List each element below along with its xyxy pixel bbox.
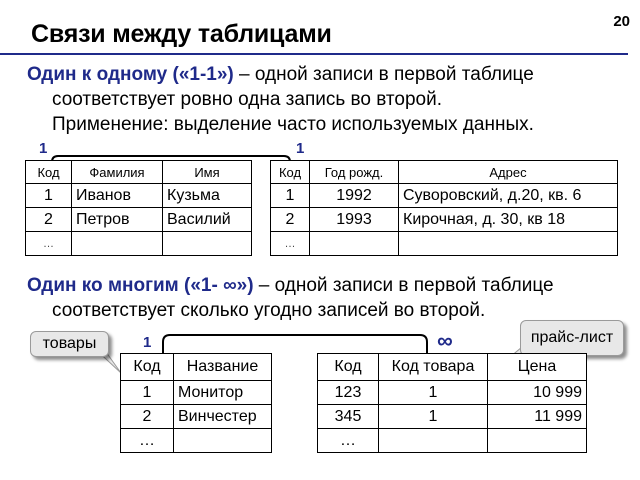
table-header: Адрес (399, 161, 618, 184)
table-row (121, 381, 272, 405)
table-cell: … (318, 429, 379, 453)
table-row (121, 405, 272, 429)
table-cell: 1 (379, 405, 488, 429)
one-to-many-text-1: – одной записи в первой таблице (253, 275, 554, 296)
one-to-many-text-2: соответствует сколько угодно записей во второй. (52, 300, 486, 321)
products-table (120, 353, 272, 453)
table-cell: Иванов (72, 184, 163, 208)
table-cell: … (26, 232, 72, 256)
table-cell (174, 429, 272, 453)
table-cell: 2 (26, 208, 72, 232)
table-cell: 1 (26, 184, 72, 208)
price-list-table (317, 353, 587, 453)
table-cell (379, 429, 488, 453)
one-to-one-term: Один к одному («1-1») (27, 64, 234, 85)
table-header: Код (121, 354, 174, 381)
table-cell: 1992 (310, 184, 399, 208)
table-cell: Винчестер (174, 405, 272, 429)
table-cell: 1 (121, 381, 174, 405)
table-cell: 345 (318, 405, 379, 429)
one-to-many-term: Один ко многим («1- ∞») (27, 275, 254, 296)
table-cell: Кирочная, д. 30, кв 18 (399, 208, 618, 232)
table-cell: Кузьма (163, 184, 252, 208)
table-header: Имя (163, 161, 252, 184)
table-row (318, 429, 587, 453)
table-cell: Петров (72, 208, 163, 232)
table-cell (488, 429, 587, 453)
one-to-one-text-1: – одной записи в первой таблице (233, 64, 534, 85)
table-cell: 10 999 (488, 381, 587, 405)
table-cell: Суворовский, д.20, кв. 6 (399, 184, 618, 208)
infinity-mark: ∞ (437, 328, 453, 353)
table-cell: 123 (318, 381, 379, 405)
price-list-callout: прайс-лист (520, 320, 624, 356)
one-to-one-text-2: соответствует ровно одна запись во второй. (52, 89, 443, 110)
table-cell: … (121, 429, 174, 453)
one-to-one-right-mark: 1 (296, 140, 305, 157)
table-cell: 1 (271, 184, 310, 208)
one-to-many-left-mark: 1 (143, 334, 152, 351)
table-row (121, 429, 272, 453)
products-callout: товары (30, 331, 109, 357)
table-header: Код (26, 161, 72, 184)
table-header: Фамилия (72, 161, 163, 184)
table-cell: 2 (121, 405, 174, 429)
table-cell: Василий (163, 208, 252, 232)
page-number: 20 (613, 13, 630, 30)
table-header: Название (174, 354, 272, 381)
table-cell: Монитор (174, 381, 272, 405)
table-row (318, 381, 587, 405)
one-to-one-left-mark: 1 (39, 140, 48, 157)
table-header: Год рожд. (310, 161, 399, 184)
one-to-one-text-3: Применение: выделение часто используемых данных. (52, 114, 534, 135)
table-cell: 11 999 (488, 405, 587, 429)
table-row (318, 405, 587, 429)
table-header: Код (271, 161, 310, 184)
table-header: Код (318, 354, 379, 381)
table-header: Цена (488, 354, 587, 381)
table-cell: 2 (271, 208, 310, 232)
page-title: Связи между таблицами (31, 20, 332, 48)
table-cell: 1 (379, 381, 488, 405)
table-header: Код товара (379, 354, 488, 381)
table-cell: … (271, 232, 310, 256)
table-cell: 1993 (310, 208, 399, 232)
